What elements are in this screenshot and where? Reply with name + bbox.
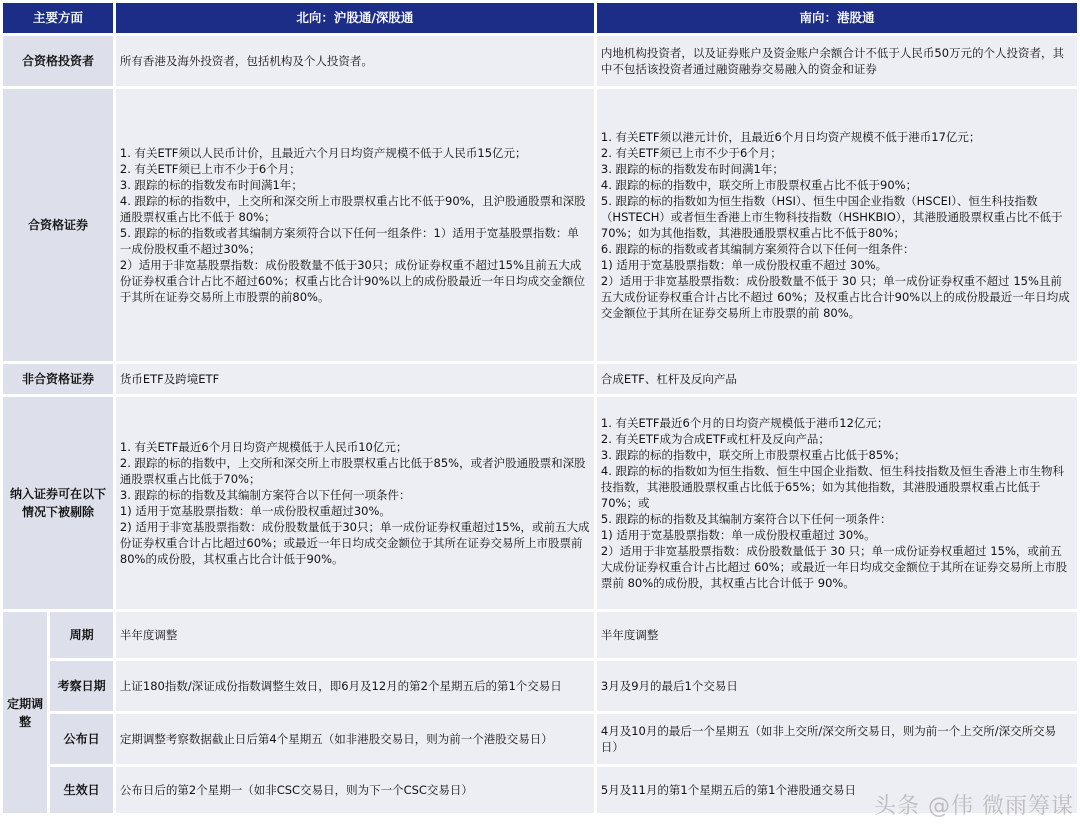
- row-label-eligible: 合资格证券: [3, 89, 113, 361]
- row-label-removal: 纳入证券可在以下情况下被剔除: [3, 397, 113, 609]
- north-eligible: 1. 有关ETF须以人民币计价，且最近六个月日均资产规模不低于人民币15亿元； 2. 有关ETF须已上市不少于6个月； 3. 跟踪的标的指数发布时间满1年； 4. 跟踪的标的指数中，上交所和深交所上市股票权重占比不低于90%，且沪股通股票和深股通股票权重占比不低于 80%； 5. 跟踪的标的指数或者其编制方案须符合以下任何一组条件：1）适用于宽基股票指数：单一成份股权重不超过30%； 2）适用于非宽基股票指数：成份股数量不低于30只；成份证券权重不超过15%且前五大成份证券权重合计占比不超过60%；权重占比合计90%以上的成份股最近一年日均成交金额位于其所在证券交易所上市股票的前80%。: [116, 89, 594, 361]
- header-aspect: 主要方面: [3, 3, 113, 33]
- row-label-ineligible: 非合资格证券: [3, 364, 113, 394]
- header-south: 南向：港股通: [597, 3, 1077, 33]
- sub-label-review: 考察日期: [50, 661, 113, 711]
- north-announce: 定期调整考察数据截止日后第4个星期五（如非港股交易日，则为前一个港股交易日）: [116, 714, 594, 764]
- watermark: 头条 @伟 微雨筹谋: [874, 794, 1074, 819]
- south-eligible: 1. 有关ETF须以港元计价，且最近6个月日均资产规模不低于港币17亿元； 2. 有关ETF须已上市不少于6个月； 3. 跟踪的标的指数发布时间满1年； 4. 跟踪的标的指数中，联交所上市股票权重占比不低于90%； 5. 跟踪的标的指数如为恒生指数（HSI）、恒生中国企业指数（HSCEI）、恒生科技指数（HSTECH）或者恒生香港上市生物科技指数（HSHKBIO），其港股通股票权重占比不低于70%；如为其他指数，其港股通股票权重占比不低于80%； 6. 跟踪的标的指数或者其编制方案须符合以下任何一组条件： 1) 适用于宽基股票指数：单一成份股权重不超过 30%。 2）适用于非宽基股票指数：成份股数量不低于 30 只；单一成份证券权重不超过 15%且前五大成份证券权重合计占比不超过 60%；及权重占比合计90%以上的成份股最近一年日均成交金额位于其所在证券交易所上市股票的前 80%。: [597, 89, 1077, 361]
- row-announce-date: [3, 714, 1077, 764]
- south-removal: 1. 有关ETF最近6个月的日均资产规模低于港币12亿元； 2. 有关ETF成为合成ETF或杠杆及反向产品； 3. 跟踪的标的指数中，联交所上市股票权重占比低于85%； 4. 跟踪的标的指数如为恒生指数、恒生中国企业指数、恒生科技指数及恒生香港上市生物科技指数，其港股通股票权重占比低于65%；如为其他指数，其港股通股票权重占比低于70%；或 5. 跟踪的标的指数及其编制方案符合以下任何一项条件： 1) 适用于宽基股票指数：单一成份股权重超过 30%。 2）适用于非宽基股票指数：成份股数量低于 30 只；单一成份证券权重超过 15%，或前五大成份证券权重合计占比超过 60%；或最近一年日均成交金额位于其所在证券交易所上市股票前 80%的成份股，其权重占比合计低于 90%。: [597, 397, 1077, 609]
- south-ineligible: 合成ETF、杠杆及反向产品: [597, 364, 1077, 394]
- north-removal: 1. 有关ETF最近6个月日均资产规模低于人民币10亿元； 2. 跟踪的标的指数中，上交所和深交所上市股票权重占比低于85%，或者沪股通股票和深股通股票权重占比低于70%； 3. 跟踪的标的指数及其编制方案符合以下任何一项条件： 1) 适用于宽基股票指数：单一成份股权重超过30%。 2) 适用于非宽基股票指数：成份股数量低于30只；单一成份证券权重超过15%，或前五大成份证券权重合计占比超过60%；或最近一年日均成交金额位于其所在证券交易所上市股票前 80%的成份股，其权重占比合计低于90%。: [116, 397, 594, 609]
- south-cycle: 半年度调整: [597, 612, 1077, 658]
- row-effective-date: [3, 767, 1077, 813]
- row-review-date: [3, 661, 1077, 711]
- row-cycle: [3, 612, 1077, 658]
- header-north: 北向：沪股通/深股通: [116, 3, 594, 33]
- south-review: 3月及9月的最后1个交易日: [597, 661, 1077, 711]
- south-investors: 内地机构投资者，以及证券账户及资金账户余额合计不低于人民币50万元的个人投资者，其中不包括该投资者通过融资融券交易融入的资金和证券: [597, 36, 1077, 86]
- south-effective: 5月及11月的第1个星期五后的第1个港股通交易日: [597, 767, 1077, 813]
- header-row: [3, 3, 1077, 33]
- row-eligible-securities: [3, 89, 1077, 361]
- sub-label-effective: 生效日: [50, 767, 113, 813]
- south-announce: 4月及10月的最后一个星期五（如非上交所/深交所交易日，则为前一个上交所/深交所交易日）: [597, 714, 1077, 764]
- row-ineligible-securities: [3, 364, 1077, 394]
- row-label-periodic: 定期调整: [3, 612, 47, 813]
- north-investors: 所有香港及海外投资者，包括机构及个人投资者。: [116, 36, 594, 86]
- north-ineligible: 货币ETF及跨境ETF: [116, 364, 594, 394]
- north-review: 上证180指数/深证成份指数调整生效日，即6月及12月的第2个星期五后的第1个交易日: [116, 661, 594, 711]
- row-removal: [3, 397, 1077, 609]
- north-effective: 公布日后的第2个星期一（如非CSC交易日，则为下一个CSC交易日）: [116, 767, 594, 813]
- sub-label-cycle: 周期: [50, 612, 113, 658]
- sub-label-announce: 公布日: [50, 714, 113, 764]
- row-label-investors: 合资格投资者: [3, 36, 113, 86]
- row-investors: [3, 36, 1077, 86]
- north-cycle: 半年度调整: [116, 612, 594, 658]
